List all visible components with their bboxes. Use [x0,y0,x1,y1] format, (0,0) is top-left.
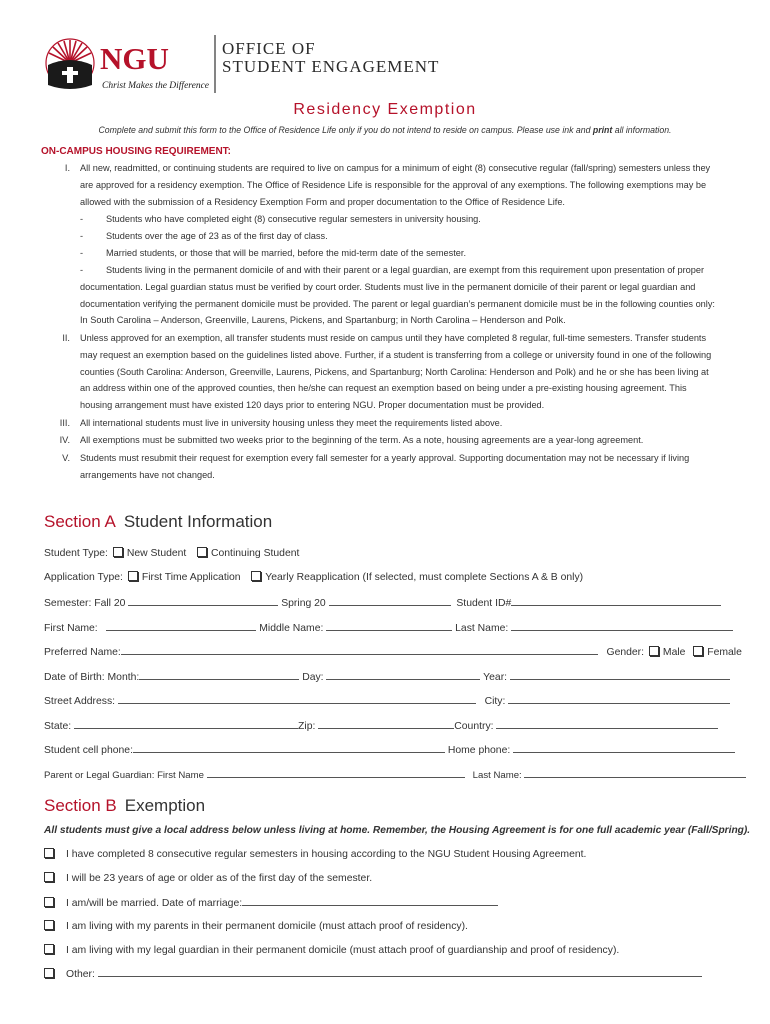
sub-text: Students over the age of 23 as of the first day of class. [106,231,328,241]
preferred-name-row [44,645,742,658]
option-3-checkbox[interactable] [44,897,54,907]
spring-label: Spring 20 [281,598,326,609]
guardian-first-name-label: Parent or Legal Guardian: First Name [44,770,204,781]
form-title: Residency Exemption [293,101,477,118]
office-line-2: STUDENT ENGAGEMENT [222,57,440,76]
dob-year-field[interactable] [510,670,730,680]
rule-numeral: V. [62,453,70,463]
student-type-label: Student Type: [44,548,108,559]
section-b-intro: All students must give a local address below unless living at home. Remember, the Housing Agreement is for one full academic year (Fall/Spring). [44,825,751,836]
other-field[interactable] [98,967,702,977]
section-b-heading [44,796,205,816]
street-row [44,694,730,707]
instructions-print: print [592,125,613,135]
rule-numeral: I. [64,163,70,173]
marriage-date-field[interactable] [242,896,498,906]
first-time-label: First Time Application [141,572,241,583]
home-phone-label: Home phone: [447,745,511,756]
zip-field[interactable] [318,719,454,729]
logo-tagline: Christ Makes the Difference [102,81,210,91]
option-5-label: I am living with my legal guardian in their permanent domicile (must attach proof of guardianship and proof of residency). [66,945,620,956]
sub-4-text: Students living in the permanent domicile of and with their parent or a legal guardian, are exempt from this requirement upon presentation of proper documentation. Legal guardian status must be verified by court order. Students must live in the permanent domicile of their parent or legal guardian and documentation verifying the permanent domicile must be provided. The parent or legal guardian’s permanent domicile must be in the following counties only: In South Carolina – Anderson, Greenville, Laurens, Pickens, and Spartanburg; in North Carolina – Henderson and Polk. [80,265,715,326]
new-student-label: New Student [126,548,187,559]
office-line-1: OFFICE OF [222,39,316,58]
exemption-option-2 [44,872,372,884]
option-6-checkbox[interactable] [44,968,54,978]
zip-label: Zip: [298,721,316,732]
cell-phone-field[interactable] [133,743,445,753]
cell-phone-label: Student cell phone: [44,745,133,756]
yearly-checkbox[interactable] [251,571,261,581]
last-name-label: Last Name: [455,623,509,634]
rule-text: All international students must live in university housing unless they meet the requirements listed above. [80,418,503,428]
instructions-end: all information. [612,125,672,135]
dob-day-label: Day: [302,672,324,683]
sub-text: - Students living in the permanent domicile of and with their parent or a legal guardian, are exempt from this requirement upon presentation of proper documentation. Legal guardian status must be verified by court order. Students must live in the permanent domicile of their parent or legal guardian and documentation verifying the permanent domicile must be provided. The parent or legal guardian’s permanent domicile must be in the following counties only: In South Carolina – Anderson, Greenville, Laurens, Pickens, and Spartanburg; in North Carolina – Henderson and Polk. [80,265,715,326]
male-checkbox[interactable] [649,646,659,656]
option-3-label: I am/will be married. Date of marriage: [66,898,243,909]
country-label: Country: [454,721,494,732]
female-label: Female [707,647,742,658]
city-field[interactable] [508,694,730,704]
exemption-option-4 [44,920,468,932]
middle-name-field[interactable] [326,621,452,631]
section-letter: Section B [44,796,117,815]
form-instructions [19,125,751,135]
preferred-name-label: Preferred Name: [44,647,121,658]
new-student-checkbox[interactable] [113,547,123,557]
guardian-row [44,768,746,781]
rule-numeral: IV. [59,435,70,445]
option-4-checkbox[interactable] [44,920,54,930]
male-label: Male [662,647,686,658]
sunburst-emblem-icon [46,39,94,89]
country-field[interactable] [496,719,718,729]
section-name: Exemption [124,796,206,815]
last-name-field[interactable] [511,621,733,631]
application-type-row [44,571,583,583]
gender-label: Gender: [606,647,645,658]
dob-day-field[interactable] [326,670,480,680]
state-field[interactable] [74,719,298,729]
exemption-option-6 [44,967,702,980]
state-label: State: [44,721,72,732]
preferred-name-field[interactable] [121,645,598,655]
instructions-text: Complete and submit this form to the Office of Residence Life only if you do not intend to reside on campus. Please use ink and [98,125,593,135]
name-row [44,621,733,634]
first-time-checkbox[interactable] [128,571,138,581]
requirement-heading: ON-CAMPUS HOUSING REQUIREMENT: [41,146,232,157]
home-phone-field[interactable] [513,743,735,753]
phone-row [44,743,735,756]
state-row [44,719,718,732]
semester-row [44,596,721,609]
student-type-row [44,547,299,559]
city-label: City: [484,696,506,707]
section-letter: Section A [44,512,116,531]
yearly-label: Yearly Reapplication (If selected, must complete Sections A & B only) [265,572,584,583]
student-id-field[interactable] [511,596,721,606]
exemption-option-3 [44,896,498,909]
guardian-last-name-field[interactable] [524,768,746,778]
street-label: Street Address: [44,696,116,707]
logo-ngu-text: NGU [100,41,169,76]
rule-text: Students must resubmit their request for exemption every fall semester for a yearly approval. Supporting documentation may not be necessary if living arrangements have not changed. [80,453,690,480]
section-name: Student Information [123,512,273,531]
option-2-checkbox[interactable] [44,872,54,882]
dob-year-label: Year: [483,672,508,683]
continuing-student-label: Continuing Student [211,548,300,559]
first-name-field[interactable] [106,621,256,631]
student-id-label: Student ID# [456,598,512,609]
sub-text: Married students, or those that will be married, before the mid-term date of the semester. [106,248,467,258]
option-1-checkbox[interactable] [44,848,54,858]
first-name-label: First Name: [44,623,98,634]
rule-numeral: III. [59,418,70,428]
option-4-label: I am living with my parents in their permanent domicile (must attach proof of residency). [66,921,468,932]
middle-name-label: Middle Name: [259,623,324,634]
exemption-option-1 [44,848,586,860]
office-name [222,40,439,76]
guardian-first-name-field[interactable] [207,768,465,778]
option-2-label: I will be 23 years of age or older as of the first day of the semester. [66,873,373,884]
semester-fall-label: Semester: Fall 20 [44,598,126,609]
dob-row [44,670,730,683]
dob-month-label: Date of Birth: Month: [44,672,140,683]
sub-text: Students who have completed eight (8) consecutive regular semesters in university housing. [106,214,481,224]
ngu-logo [44,33,222,97]
app-type-label: Application Type: [44,572,123,583]
rule-text: All new, readmitted, or continuing students are required to live on campus for a minimum of eight (8) consecutive regular (fall/spring) semesters unless they are approved for a residency exemption. The Office of Residence Life is responsible for the approval of any exemptions. The following exemptions may be allowed with the submission of a Residency Exemption Form and proper documentation to the Office of Residence Life. [80,163,711,207]
option-6-label: Other: [66,969,95,980]
option-1-label: I have completed 8 consecutive regular semesters in housing according to the NGU Student Housing Agreement. [66,849,587,860]
exemption-option-5 [44,944,619,956]
section-a-heading [44,512,272,532]
continuing-student-checkbox[interactable] [197,547,207,557]
rule-text: Unless approved for an exemption, all transfer students must reside on campus until they have completed 8 regular, full-time semesters. Transfer students may request an exemption based on the guidelines listed above. Further, if a student is transferring from a college or university found in one of the following counties (South Carolina: Anderson, Greenville, Laurens, Pickens, and Spartanburg; North Carolina: Henderson and Polk) and he or she has been living at an address within one of the approved counties, then he/she can request an exemption based on being under a pre-existing housing agreement. This housing arrangement must have existed 120 days prior to entering NGU. Proper documentation must be provided. [80,333,712,411]
fall-year-field[interactable] [128,596,278,606]
guardian-last-name-label: Last Name: [472,770,522,781]
female-checkbox[interactable] [693,646,703,656]
spring-year-field[interactable] [329,596,451,606]
rule-text: All exemptions must be submitted two weeks prior to the beginning of the term. As a note, housing agreements are a year-long agreement. [80,435,644,445]
dob-month-field[interactable] [139,670,299,680]
option-5-checkbox[interactable] [44,944,54,954]
rule-numeral: II. [62,333,70,343]
street-field[interactable] [118,694,476,704]
